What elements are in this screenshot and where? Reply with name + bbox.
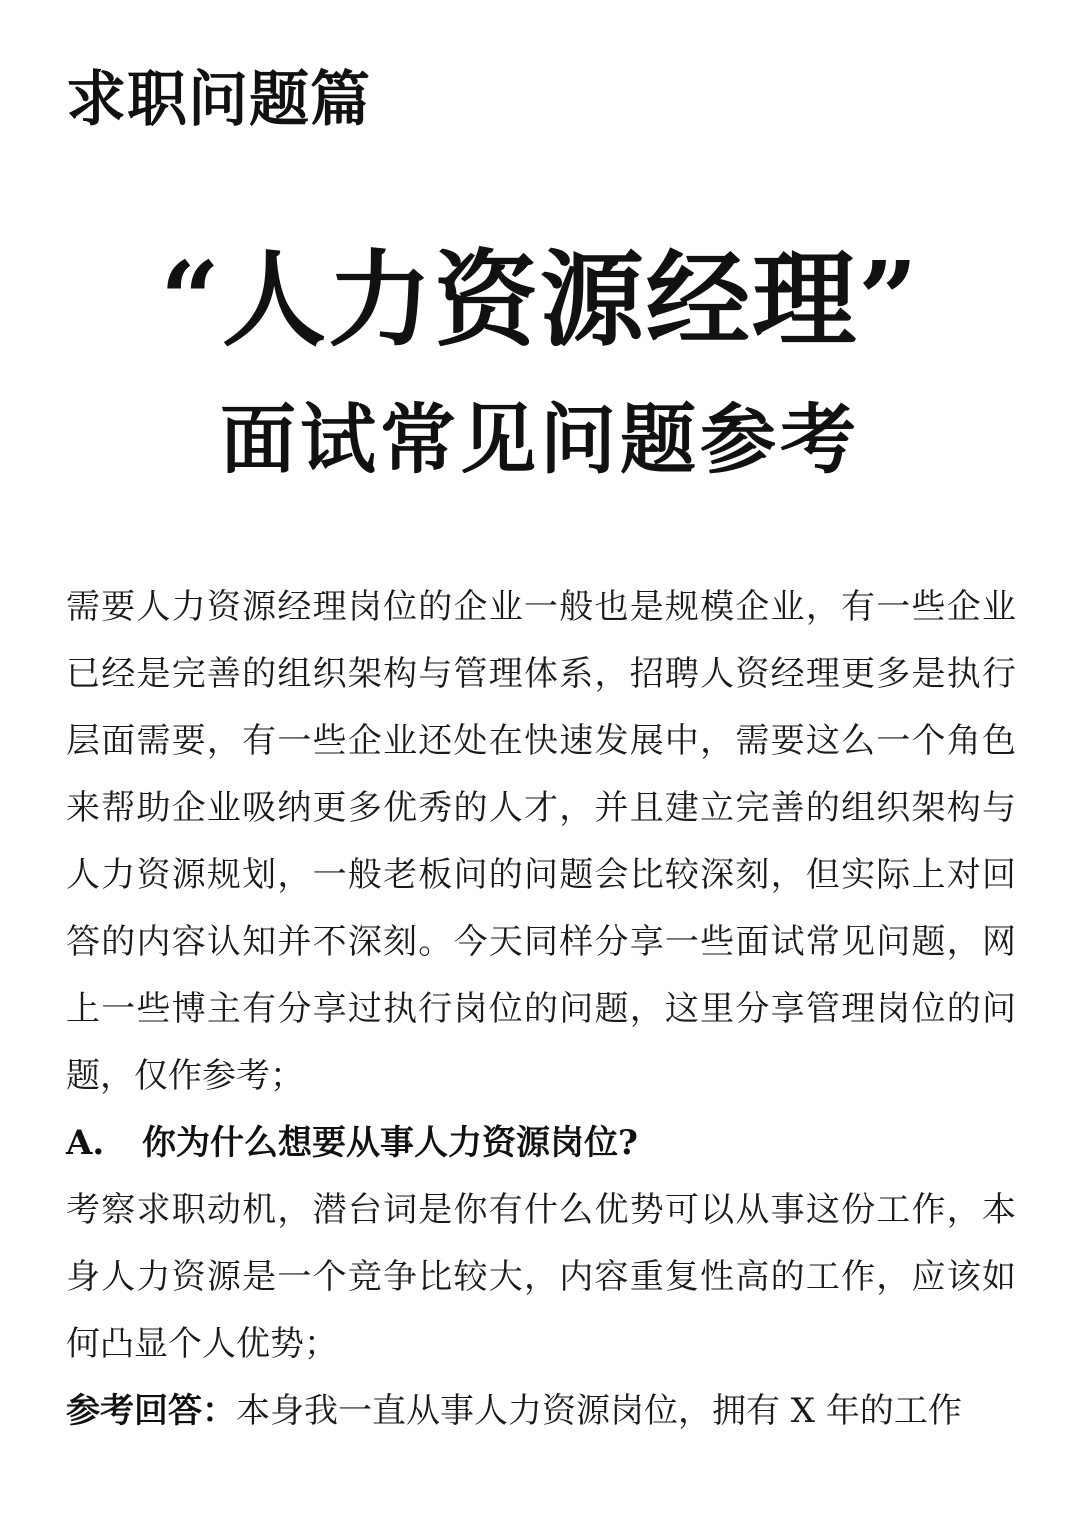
question-text: 你为什么想要从事人力资源岗位?: [142, 1123, 638, 1163]
question-explanation: 考察求职动机，潜台词是你有什么优势可以从事这份工作，本身人力资源是一个竞争比较大，内容重复性高的工作，应该如何凸显个人优势；: [66, 1190, 1016, 1364]
answer-label: 参考回答：: [66, 1391, 236, 1431]
reference-answer: [66, 1378, 1016, 1445]
question-heading: [66, 1110, 1016, 1177]
question-letter: A.: [66, 1123, 105, 1163]
section-category-label: 求职问题篇: [66, 65, 371, 135]
document-title: “人力资源经理”: [160, 238, 920, 361]
document-subtitle: 面试常见问题参考: [220, 395, 860, 484]
answer-text: 本身我一直从事人力资源岗位，拥有 X 年的工作: [236, 1391, 962, 1431]
intro-paragraph: 需要人力资源经理岗位的企业一般也是规模企业，有一些企业已经是完善的组织架构与管理体系，招聘人资经理更多是执行层面需要，有一些企业还处在快速发展中，需要这么一个角色来帮助企业吸纳更多优秀的人才，并且建立完善的组织架构与人力资源规划，一般老板问的问题会比较深刻，但实际上对回答的内容认知并不深刻。今天同样分享一些面试常见问题，网上一些博主有分享过执行岗位的问题，这里分享管理岗位的问题，仅作参考；: [66, 587, 1016, 1096]
article-body: [66, 574, 1016, 1445]
